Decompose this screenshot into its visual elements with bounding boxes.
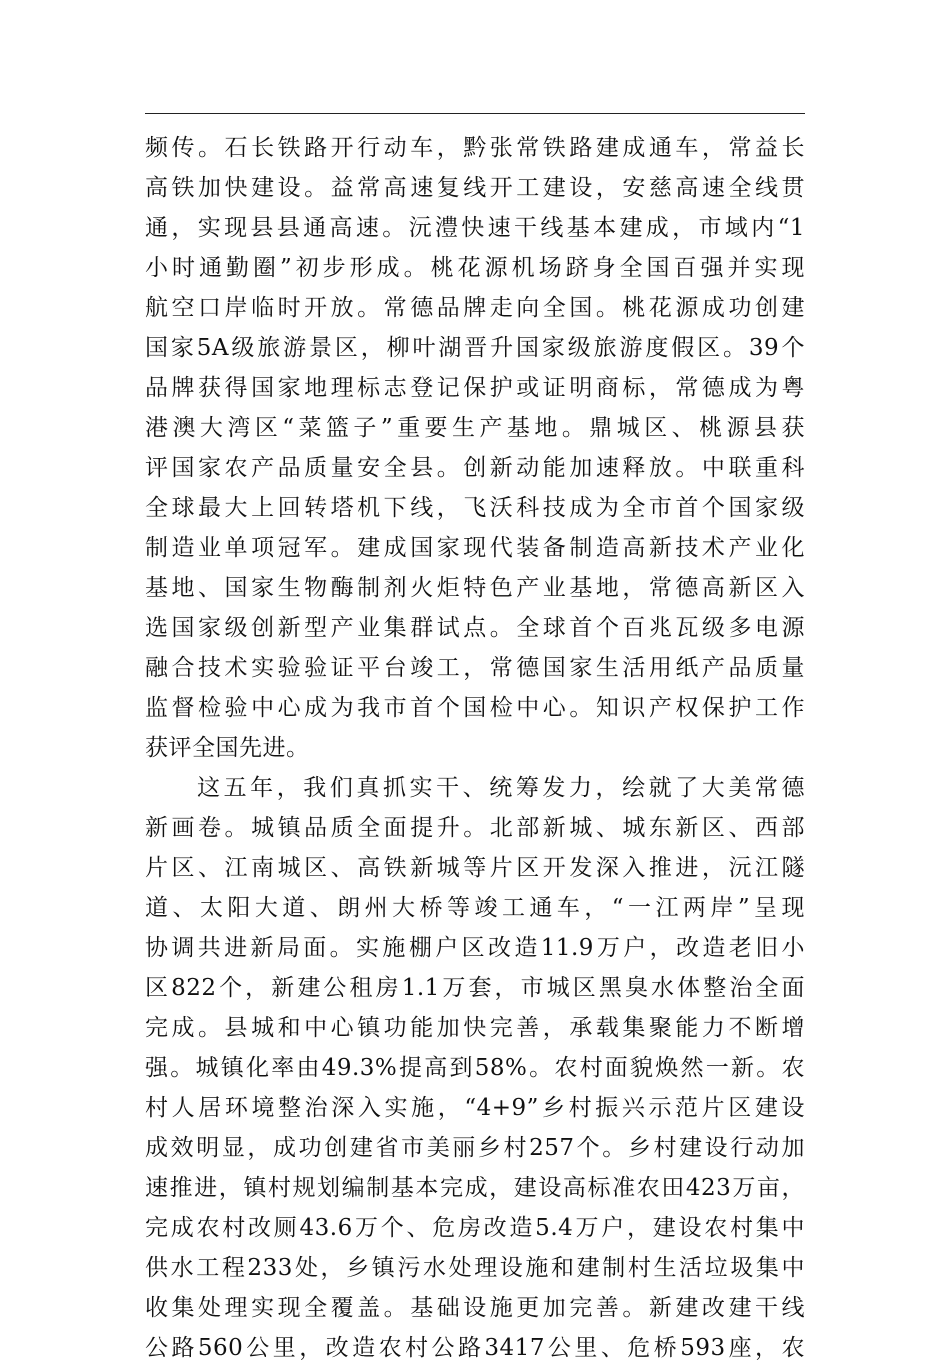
text-line: 成效明显，成功创建省市美丽乡村257个。乡村建设行动加 [145,1135,805,1161]
text-line: 评国家农产品质量安全县。创新动能加速释放。中联重科 [145,455,805,481]
text-line: 监督检验中心成为我市首个国检中心。知识产权保护工作 [145,695,805,721]
text-line: 协调共进新局面。实施棚户区改造11.9万户，改造老旧小 [145,935,805,961]
text-line: 新画卷。城镇品质全面提升。北部新城、城东新区、西部 [145,815,805,841]
text-line: 品牌获得国家地理标志登记保护或证明商标，常德成为粤 [145,375,805,401]
paragraph-2 [145,768,805,1368]
text-line: 道、太阳大道、朗州大桥等竣工通车，“一江两岸”呈现 [145,895,805,921]
text-line: 强。城镇化率由49.3%提高到58%。农村面貌焕然一新。农 [145,1055,805,1081]
text-line: 制造业单项冠军。建成国家现代装备制造高新技术产业化 [145,535,805,561]
text-line: 片区、江南城区、高铁新城等片区开发深入推进，沅江隧 [145,855,805,881]
header-rule [145,113,805,114]
text-line: 高铁加快建设。益常高速复线开工建设，安慈高速全线贯 [145,175,805,201]
text-line: 融合技术实验验证平台竣工，常德国家生活用纸产品质量 [145,655,805,681]
text-line: 公路560公里，改造农村公路3417公里、危桥593座，农 [145,1335,805,1361]
text-line: 选国家级创新型产业集群试点。全球首个百兆瓦级多电源 [145,615,805,641]
text-line: 获评全国先进。 [145,735,310,761]
text-line: 频传。石长铁路开行动车，黔张常铁路建成通车，常益长 [145,135,805,161]
text-line: 完成。县城和中心镇功能加快完善，承载集聚能力不断增 [145,1015,805,1041]
paragraph-1 [145,128,805,768]
text-line: 区822个，新建公租房1.1万套，市城区黑臭水体整治全面 [145,975,805,1001]
body-text [145,128,805,1368]
text-line: 基地、国家生物酶制剂火炬特色产业基地，常德高新区入 [145,575,805,601]
text-line: 全球最大上回转塔机下线，飞沃科技成为全市首个国家级 [145,495,805,521]
text-line: 收集处理实现全覆盖。基础设施更加完善。新建改建干线 [145,1295,805,1321]
text-line: 完成农村改厕43.6万个、危房改造5.4万户，建设农村集中 [145,1215,805,1241]
text-line: 航空口岸临时开放。常德品牌走向全国。桃花源成功创建 [145,295,805,321]
text-line: 通，实现县县通高速。沅澧快速干线基本建成，市域内“1 [145,215,805,241]
text-line: 供水工程233处，乡镇污水处理设施和建制村生活垃圾集中 [145,1255,805,1281]
text-line: 港澳大湾区“菜篮子”重要生产基地。鼎城区、桃源县获 [145,415,805,441]
text-line: 速推进，镇村规划编制基本完成，建设高标准农田423万亩， [145,1175,805,1201]
text-line: 村人居环境整治深入实施，“4+9”乡村振兴示范片区建设 [145,1095,805,1121]
text-line: 这五年，我们真抓实干、统筹发力，绘就了大美常德 [197,775,805,801]
text-line: 国家5A级旅游景区，柳叶湖晋升国家级旅游度假区。39个 [145,335,805,361]
text-line: 小时通勤圈”初步形成。桃花源机场跻身全国百强并实现 [145,255,805,281]
